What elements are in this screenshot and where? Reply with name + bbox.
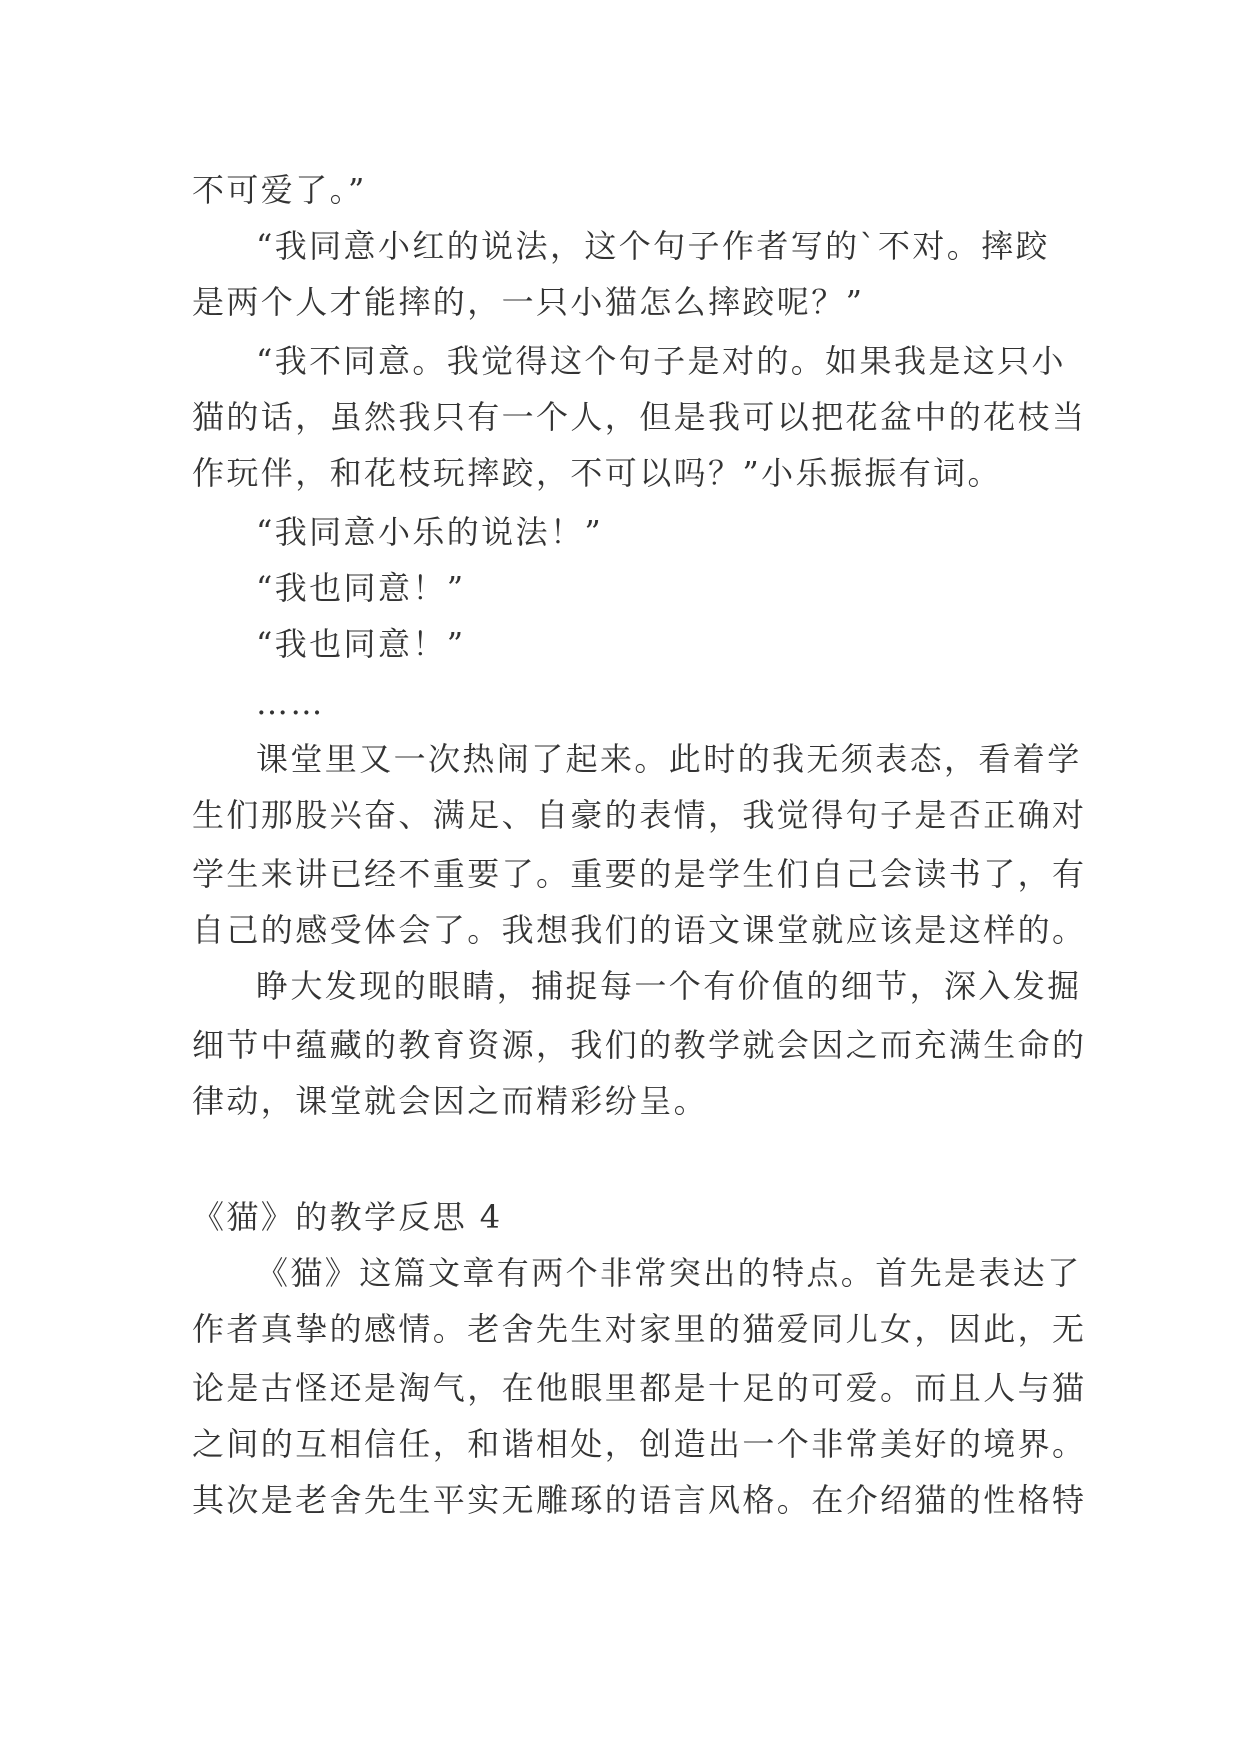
line-text: 作者真挚的感情。老舍先生对家里的猫爱同儿女，因此，无 (192, 1310, 1087, 1348)
body-line (0, 1015, 1241, 1075)
body-line (0, 1358, 1241, 1418)
line-text: 是两个人才能摔的，一只小猫怎么摔跤呢？” (192, 283, 865, 321)
body-line (0, 785, 1241, 845)
body-line (0, 956, 1241, 1016)
body-line (0, 1414, 1241, 1474)
line-text: “我也同意！” (256, 569, 466, 607)
line-text: 睁大发现的眼睛，捕捉每一个有价值的细节，深入发掘 (256, 967, 1082, 1005)
line-text: 作玩伴，和花枝玩摔跤，不可以吗？”小乐振振有词。 (192, 454, 1002, 492)
line-text: 《猫》这篇文章有两个非常突出的特点。首先是表达了 (256, 1254, 1082, 1292)
line-text: “我不同意。我觉得这个句子是对的。如果我是这只小 (256, 342, 1066, 380)
line-text: 学生来讲已经不重要了。重要的是学生们自己会读书了，有 (192, 855, 1087, 893)
body-line (0, 900, 1241, 960)
body-line (0, 673, 1241, 733)
body-line (0, 443, 1241, 503)
body-line (0, 729, 1241, 789)
line-text: 课堂里又一次热闹了起来。此时的我无须表态，看着学 (256, 740, 1082, 778)
section-heading (0, 1187, 1241, 1247)
body-line (0, 160, 1241, 220)
line-text: …… (256, 684, 325, 722)
line-text: 细节中蕴藏的教育资源，我们的教学就会因之而充满生命的 (192, 1026, 1087, 1064)
body-line (0, 614, 1241, 674)
line-text: 自己的感受体会了。我想我们的语文课堂就应该是这样的。 (192, 911, 1087, 949)
body-line (0, 272, 1241, 332)
line-text: 其次是老舍先生平实无雕琢的语言风格。在介绍猫的性格特 (192, 1481, 1087, 1519)
body-line (0, 387, 1241, 447)
body-line (0, 1071, 1241, 1131)
body-line (0, 1243, 1241, 1303)
line-text: 不可爱了。” (192, 171, 367, 209)
line-text: 生们那股兴奋、满足、自豪的表情，我觉得句子是否正确对 (192, 796, 1087, 834)
body-line (0, 844, 1241, 904)
body-line (0, 558, 1241, 618)
line-text: 论是古怪还是淘气，在他眼里都是十足的可爱。而且人与猫 (192, 1369, 1087, 1407)
line-text: 猫的话，虽然我只有一个人，但是我可以把花盆中的花枝当 (192, 398, 1087, 436)
line-text: 之间的互相信任，和谐相处，创造出一个非常美好的境界。 (192, 1425, 1087, 1463)
body-line (0, 1470, 1241, 1530)
body-line (0, 331, 1241, 391)
body-line (0, 216, 1241, 276)
line-text: “我同意小红的说法，这个句子作者写的`不对。摔跤 (256, 227, 1050, 265)
line-text: “我同意小乐的说法！” (256, 513, 604, 551)
body-line (0, 1299, 1241, 1359)
line-text: 律动，课堂就会因之而精彩纷呈。 (192, 1082, 709, 1120)
line-text: “我也同意！” (256, 625, 466, 663)
section-heading-text: 《猫》的教学反思 4 (192, 1198, 503, 1236)
body-line (0, 502, 1241, 562)
